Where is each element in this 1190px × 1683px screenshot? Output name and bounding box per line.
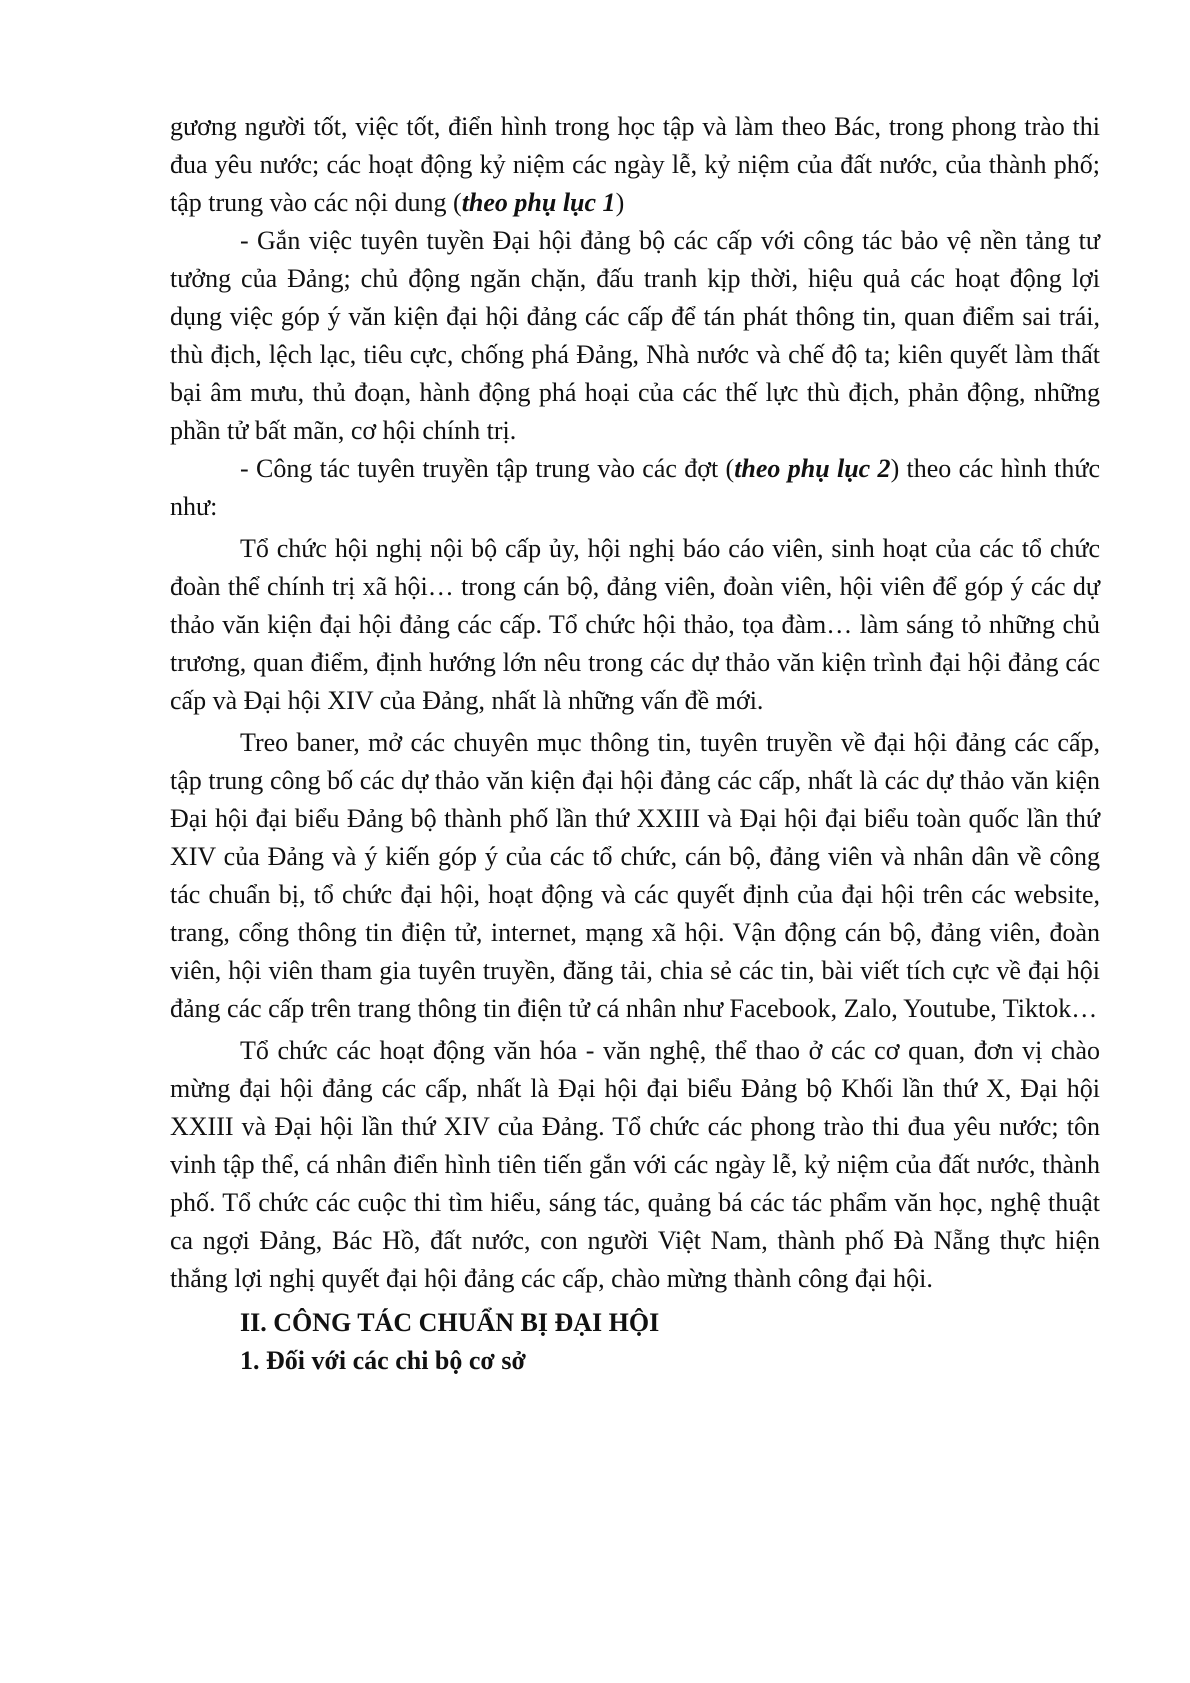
paragraph-4-text: Tổ chức hội nghị nội bộ cấp ủy, hội nghị báo cáo viên, sinh hoạt của các tổ chức đoàn thể chính trị xã hội… trong cán bộ, đảng viên, đoàn viên, hội viên để góp ý các dự thảo văn kiện đại hội đảng các cấp. Tổ chức hội thảo, tọa đàm… làm sáng tỏ những chủ trương, quan điểm, định hướng lớn nêu trong các dự thảo văn kiện trình đại hội đảng các cấp và Đại hội XIV của Đảng, nhất là những vấn đề mới. [170,534,1100,715]
paragraph-2-text: - Gắn việc tuyên tuyền Đại hội đảng bộ các cấp với công tác bảo vệ nền tảng tư tưởng của Đảng; chủ động ngăn chặn, đấu tranh kịp thời, hiệu quả các hoạt động lợi dụng việc góp ý văn kiện đại hội đảng các cấp để tán phát thông tin, quan điểm sai trái, thù địch, lệch lạc, tiêu cực, chống phá Đảng, Nhà nước và chế độ ta; kiên quyết làm thất bại âm mưu, thủ đoạn, hành động phá hoại của các thế lực thù địch, phản động, những phần tử bất mãn, cơ hội chính trị. [170,226,1100,445]
paragraph-2 [170,222,1100,450]
paragraph-1-closing: ) [615,188,625,217]
paragraph-6-text: Tổ chức các hoạt động văn hóa - văn nghệ, thể thao ở các cơ quan, đơn vị chào mừng đại hội đảng các cấp, nhất là Đại hội đại biểu Đảng bộ Khối lần thứ X, Đại hội XXIII và Đại hội lần thứ XIV của Đảng. Tổ chức các phong trào thi đua yêu nước; tôn vinh tập thể, cá nhân điển hình tiên tiến gắn với các ngày lễ, kỷ niệm của đất nước, thành phố. Tổ chức các cuộc thi tìm hiểu, sáng tác, quảng bá các tác phẩm văn học, nghệ thuật ca ngợi Đảng, Bác Hồ, đất nước, con người Việt Nam, thành phố Đà Nẵng thực hiện thắng lợi nghị quyết đại hội đảng các cấp, chào mừng thành công đại hội. [170,1036,1100,1293]
subsection-heading: 1. Đối với các chi bộ cơ sở [240,1346,526,1375]
paragraph-4 [170,530,1100,720]
paragraph-5 [170,724,1100,1028]
appendix-1-reference: theo phụ lục 1 [461,188,616,217]
appendix-2-reference: theo phụ lục 2 [734,454,891,483]
paragraph-3-closing: ) theo các hình thức như: [170,454,1100,521]
paragraph-6 [170,1032,1100,1298]
paragraph-1 [170,108,1100,222]
paragraph-3 [170,450,1100,526]
document-page [170,108,1100,1380]
paragraph-5-text: Treo baner, mở các chuyên mục thông tin, tuyên truyền về đại hội đảng các cấp, tập trung công bố các dự thảo văn kiện đại hội đảng các cấp, nhất là các dự thảo văn kiện Đại hội đại biểu Đảng bộ thành phố lần thứ XXIII và Đại hội đại biểu toàn quốc lần thứ XIV của Đảng và ý kiến góp ý của các tổ chức, cán bộ, đảng viên và nhân dân về công tác chuẩn bị, tổ chức đại hội, hoạt động và các quyết định của đại hội trên các website, trang, cổng thông tin điện tử, internet, mạng xã hội. Vận động cán bộ, đảng viên, đoàn viên, hội viên tham gia tuyên truyền, đăng tải, chia sẻ các tin, bài viết tích cực về đại hội đảng các cấp trên trang thông tin điện tử cá nhân như Facebook, Zalo, Youtube, Tiktok… [170,728,1100,1023]
section-heading: II. CÔNG TÁC CHUẨN BỊ ĐẠI HỘI [240,1308,660,1337]
paragraph-1-text: gương người tốt, việc tốt, điển hình trong học tập và làm theo Bác, trong phong trào thi đua yêu nước; các hoạt động kỷ niệm các ngày lễ, kỷ niệm của đất nước, của thành phố; tập trung vào các nội dung ( [170,112,1100,217]
paragraph-3-text: - Công tác tuyên truyền tập trung vào các đợt ( [240,454,735,483]
